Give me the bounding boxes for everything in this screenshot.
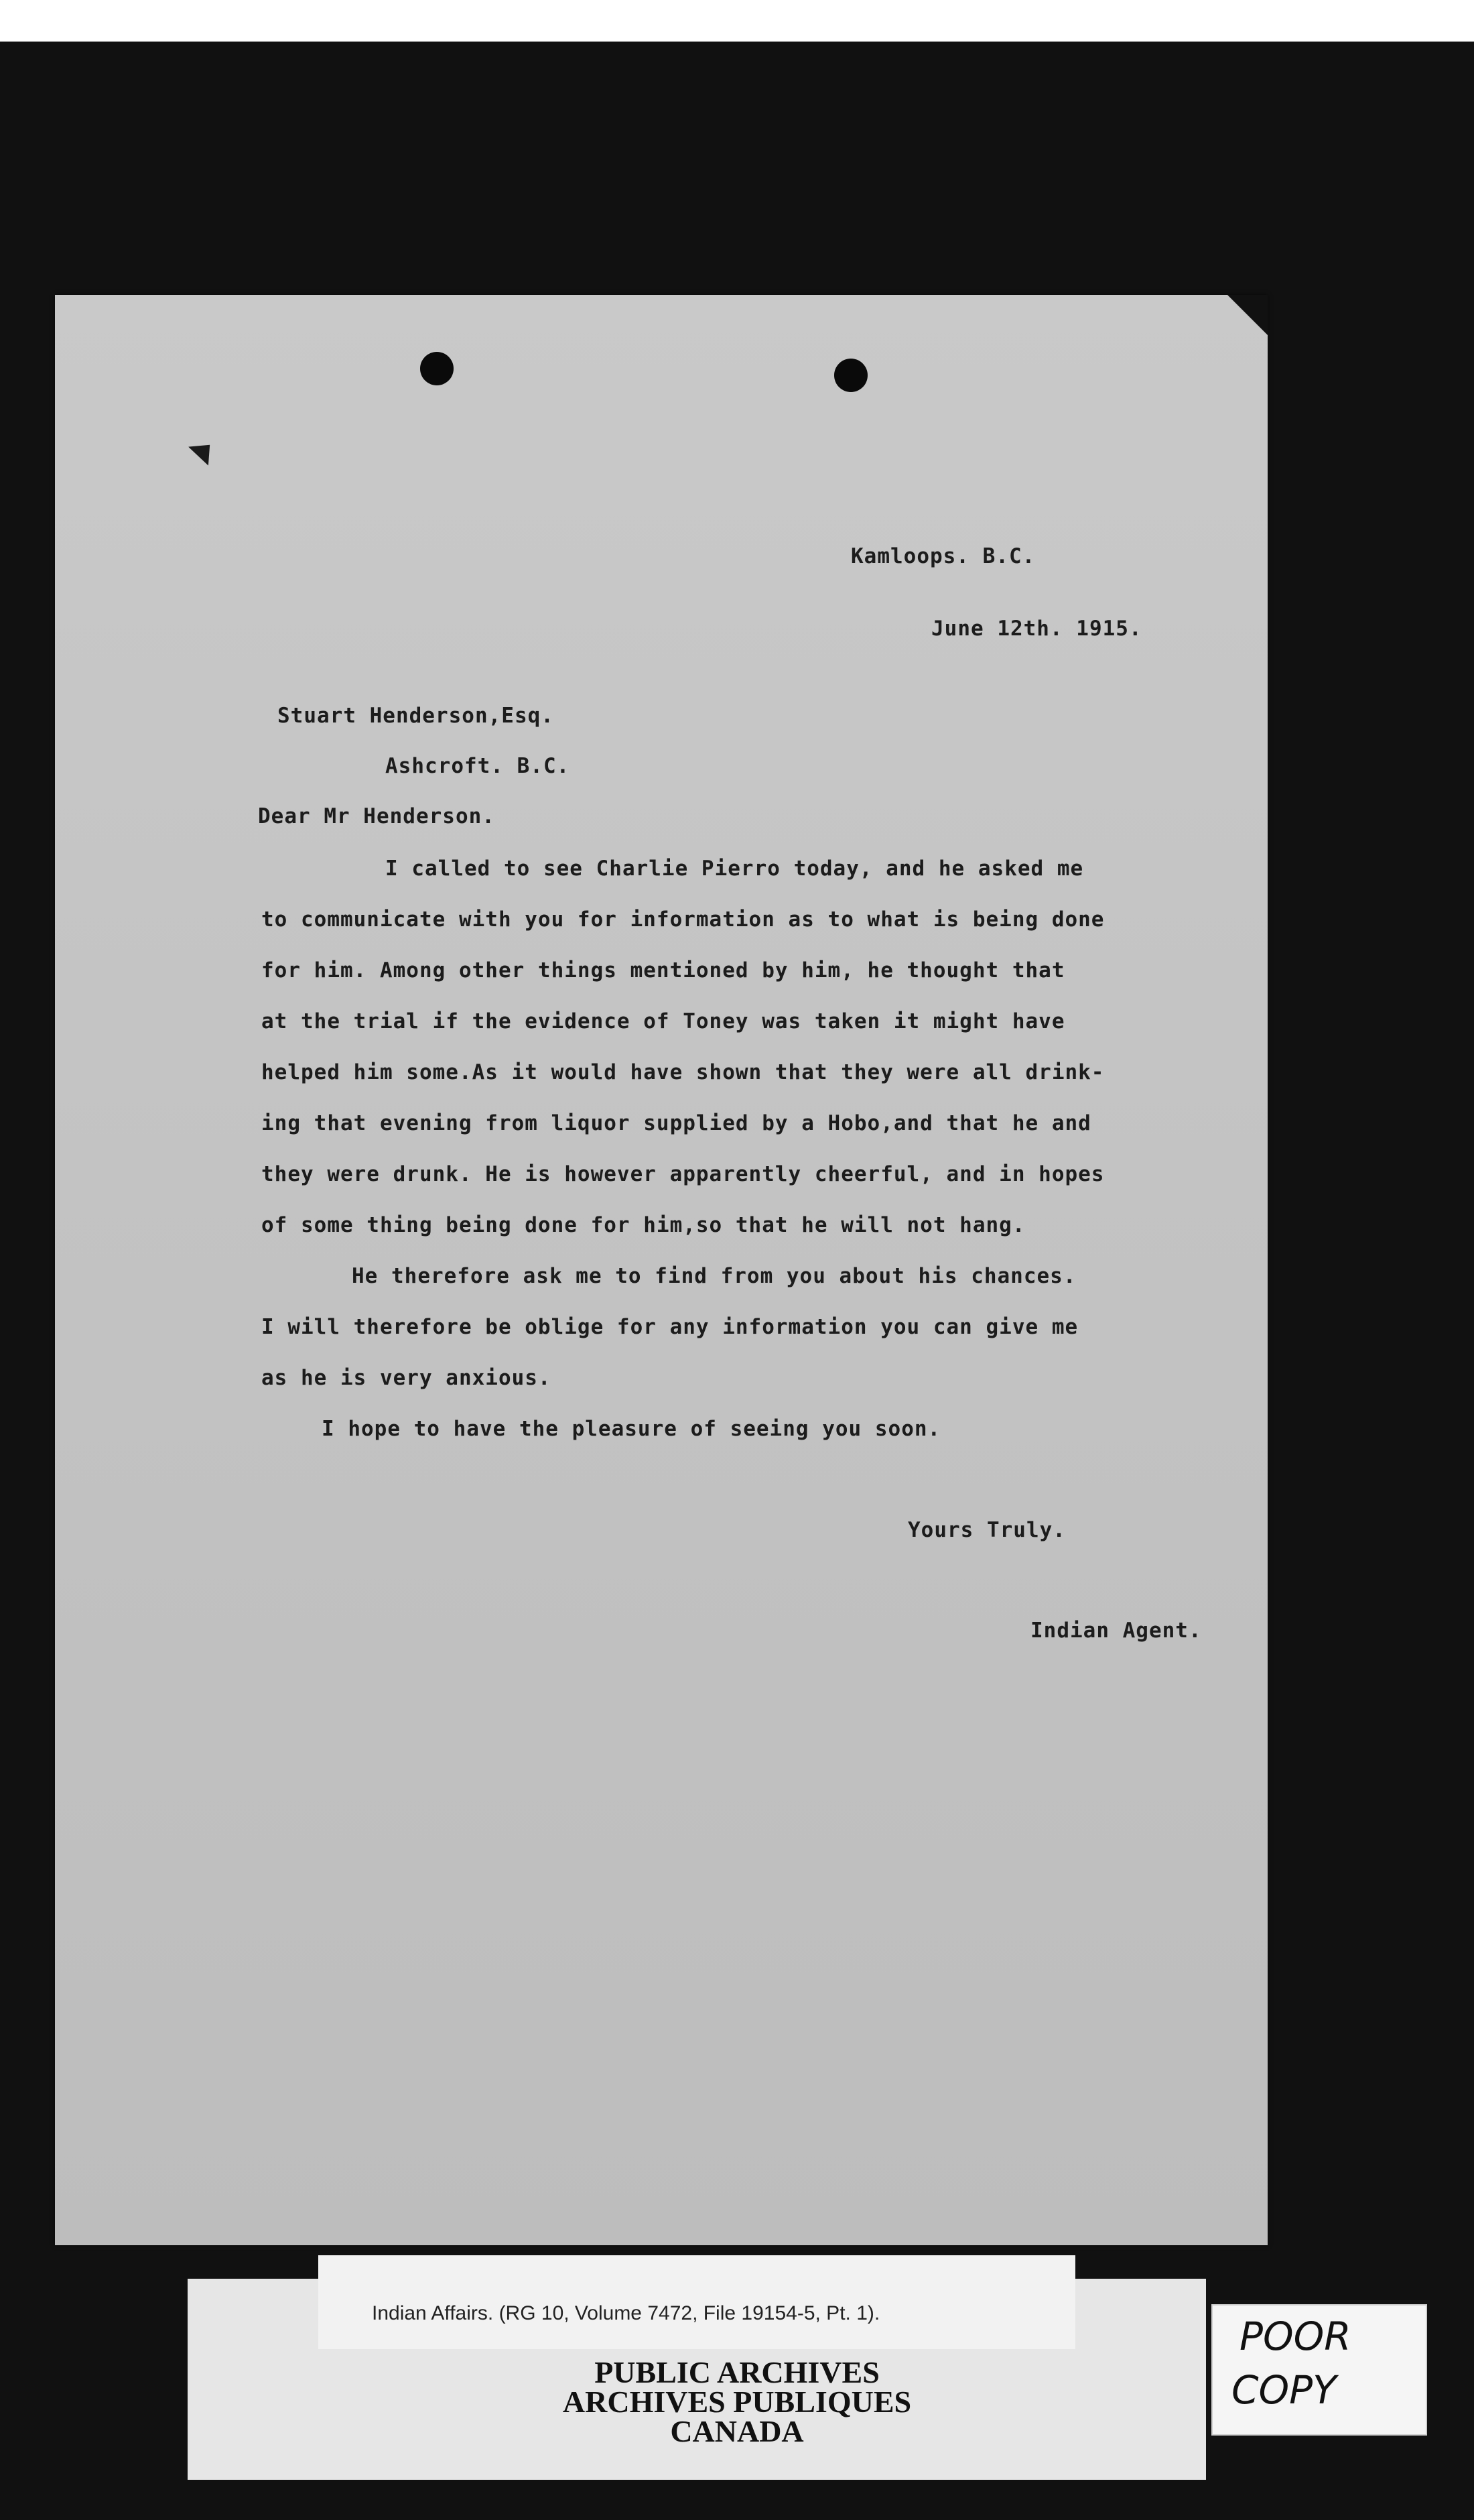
body-line: I called to see Charlie Pierro today, and he asked me: [385, 857, 1084, 881]
body-line: to communicate with you for information as to what is being done: [261, 907, 1105, 932]
salutation: Dear Mr Henderson.: [258, 804, 495, 828]
punch-hole-right: [834, 359, 868, 392]
letter-date: June 12th. 1915.: [931, 617, 1142, 641]
addressee-place: Ashcroft. B.C.: [385, 754, 570, 778]
poor-copy-note: [1211, 2304, 1427, 2436]
archive-stamp-line: CANADA: [670, 2414, 804, 2448]
archive-stamp-line: PUBLIC ARCHIVES: [594, 2355, 880, 2389]
addressee-name: Stuart Henderson,Esq.: [277, 704, 554, 728]
letter-place: Kamloops. B.C.: [851, 544, 1036, 568]
body-line: helped him some.As it would have shown that they were all drink-: [261, 1060, 1105, 1084]
body-line: as he is very anxious.: [261, 1366, 551, 1390]
archive-stamp-line: ARCHIVES PUBLIQUES: [562, 2385, 912, 2419]
closing: Yours Truly.: [908, 1518, 1066, 1542]
signature-title: Indian Agent.: [1030, 1619, 1202, 1643]
body-line: I will therefore be oblige for any information you can give me: [261, 1315, 1079, 1339]
poor-copy-line: COPY: [1231, 2367, 1337, 2413]
archive-citation: Indian Affairs. (RG 10, Volume 7472, File 19154-5, Pt. 1).: [372, 2302, 880, 2324]
body-line: of some thing being done for him,so that he will not hang.: [261, 1213, 1026, 1237]
poor-copy-line: POOR: [1240, 2314, 1351, 2359]
body-line: I hope to have the pleasure of seeing you soon.: [322, 1417, 941, 1441]
body-line: He therefore ask me to find from you about his chances.: [352, 1264, 1077, 1288]
body-line: ing that evening from liquor supplied by a Hobo,and that he and: [261, 1111, 1091, 1135]
body-line: at the trial if the evidence of Toney was taken it might have: [261, 1009, 1065, 1033]
body-line: for him. Among other things mentioned by him, he thought that: [261, 958, 1065, 983]
body-line: they were drunk. He is however apparently cheerful, and in hopes: [261, 1162, 1105, 1186]
punch-hole-left: [420, 352, 454, 385]
